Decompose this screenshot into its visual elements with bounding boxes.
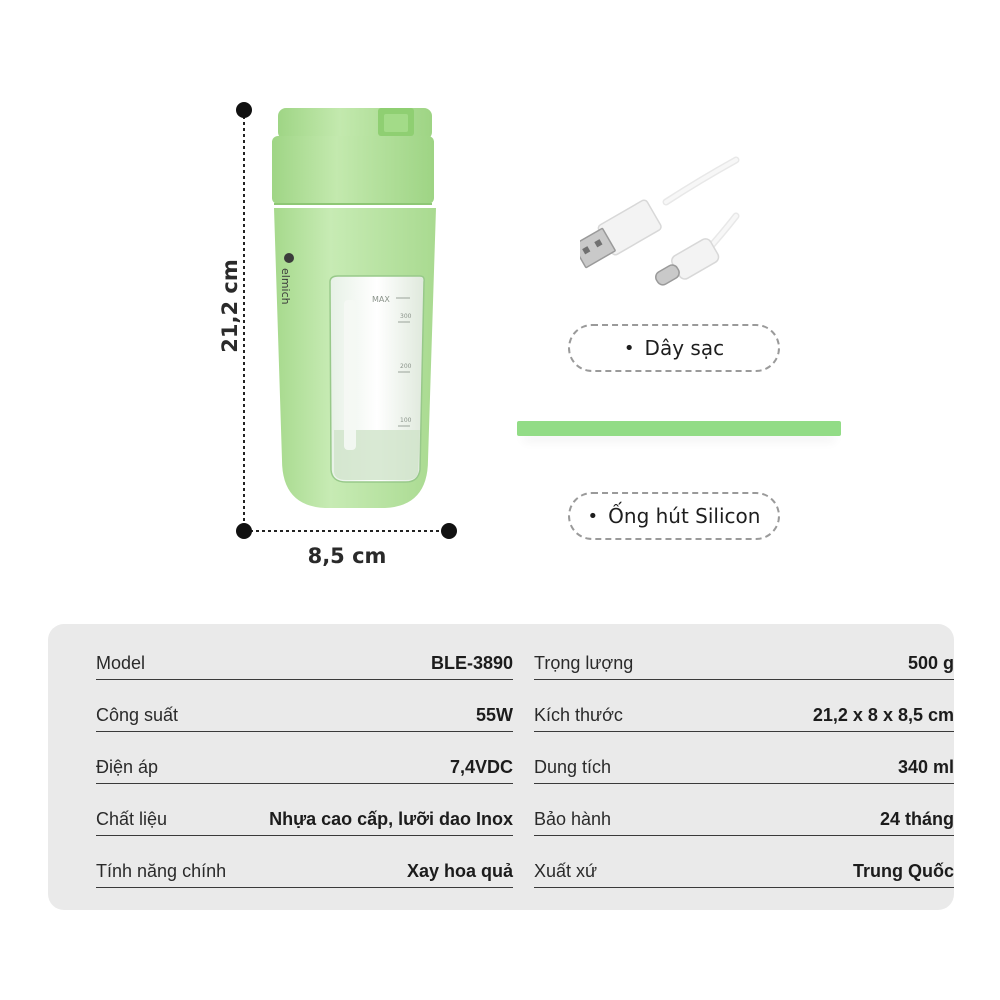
spec-key: Model (96, 653, 146, 673)
spec-key: Kích thước (534, 705, 623, 725)
spec-row (534, 784, 954, 836)
spec-row (96, 680, 513, 732)
spec-column-right (534, 646, 954, 888)
spec-value: Nhựa cao cấp, lưỡi dao Inox (269, 809, 513, 829)
spec-row (534, 680, 954, 732)
spec-key: Bảo hành (534, 809, 612, 829)
spec-row (96, 732, 513, 784)
cup-mark-200: 200 (400, 363, 412, 370)
spec-key: Điện áp (96, 757, 159, 777)
spec-row (96, 784, 513, 836)
spec-key: Trọng lượng (534, 653, 634, 673)
silicone-straw-label (568, 492, 780, 540)
spec-row (534, 836, 954, 888)
bullet: • (623, 337, 635, 359)
cup-mark-100: 100 (400, 417, 412, 424)
dimension-point-corner (236, 523, 252, 539)
spec-value: 55W (475, 705, 513, 725)
spec-row (96, 836, 513, 888)
spec-value: 24 tháng (879, 809, 954, 829)
spec-key: Công suất (96, 705, 179, 725)
spec-value: 340 ml (897, 757, 954, 777)
spec-value: 21,2 x 8 x 8,5 cm (812, 705, 954, 725)
spec-row (534, 646, 954, 680)
spec-key: Tính năng chính (96, 861, 227, 881)
silicone-straw-image (517, 421, 841, 436)
height-dimension-label: 21,2 cm (218, 259, 242, 353)
dimension-point-top (236, 102, 252, 118)
spec-key: Chất liệu (96, 809, 168, 829)
brand-label: elmich (279, 268, 292, 305)
spec-value: 7,4VDC (449, 757, 513, 777)
spec-value: 500 g (907, 653, 954, 673)
spec-key: Dung tích (534, 757, 612, 777)
spec-row (96, 646, 513, 680)
dimension-point-right (441, 523, 457, 539)
usb-cable-image (580, 150, 760, 310)
width-dimension-label: 8,5 cm (307, 544, 387, 568)
spec-value: Trung Quốc (853, 861, 954, 881)
charging-cable-label (568, 324, 780, 372)
spec-value: Xay hoa quả (406, 861, 513, 881)
spec-panel (48, 624, 954, 910)
cup-mark-300: 300 (400, 313, 412, 320)
bullet: • (587, 505, 599, 527)
spec-column-left (96, 646, 513, 888)
brand-logo-icon (284, 253, 294, 263)
spec-row (534, 732, 954, 784)
spec-value: BLE-3890 (430, 653, 513, 673)
charging-cable-text: Dây sạc (644, 336, 725, 360)
spec-key: Xuất xứ (534, 861, 598, 881)
blender-image (260, 100, 450, 520)
cup-mark-max: MAX (372, 295, 390, 304)
silicone-straw-text: Ống hút Silicon (608, 504, 761, 528)
